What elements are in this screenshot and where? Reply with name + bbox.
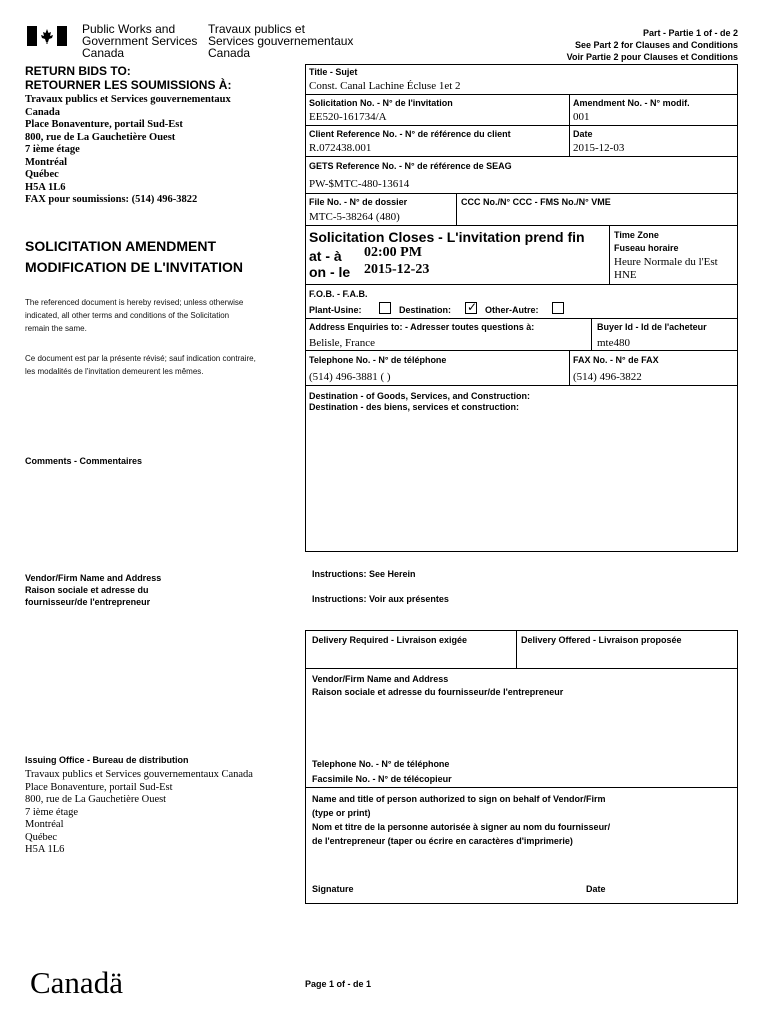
page-number: Page 1 of - de 1 bbox=[305, 979, 372, 989]
client-ref-value: R.072438.001 bbox=[309, 142, 372, 154]
instructions-fr: Instructions: Voir aux présentes bbox=[312, 594, 449, 604]
gets-ref-label: GETS Reference No. - N° de référence de SEAG bbox=[309, 161, 512, 171]
date-label: Date bbox=[573, 129, 593, 139]
issuing-office-label: Issuing Office - Bureau de distribution bbox=[25, 755, 189, 765]
buyer-id-label: Buyer Id - Id de l'acheteur bbox=[597, 322, 707, 332]
closes-at-value: 02:00 PM bbox=[364, 245, 422, 260]
issuing-office-address: Travaux publics et Services gouvernementaux Canada Place Bonaventure, portail Sud-Est 800, rue de La Gauchetière Ouest 7 ième étage Montréal Québec H5A 1L6 bbox=[25, 769, 253, 855]
plant-usine-checkbox[interactable] bbox=[379, 302, 391, 314]
canada-wordmark: Canadä bbox=[30, 965, 123, 1000]
delivery-required-label: Delivery Required - Livraison exigée bbox=[312, 635, 468, 645]
vendor-firm-label: Vendor/Firm Name and Address Raison sociale et adresse du fournisseur/de l'entrepreneur bbox=[25, 573, 162, 607]
vendor-fax-label: Facsimile No. - N° de télécopieur bbox=[312, 774, 452, 784]
canada-flag-icon bbox=[27, 26, 67, 46]
other-autre-label: Other-Autre: bbox=[485, 305, 539, 315]
fob-label: F.O.B. - F.A.B. bbox=[309, 289, 368, 299]
delivery-offered-label: Delivery Offered - Livraison proposée bbox=[521, 635, 682, 645]
authorized-person-label: Name and title of person authorized to sign on behalf of Vendor/Firm (type or print) Nom et titre de la personne autorisée à signer au nom du fournisseur/ de l'entrepreneur (taper ou écrire en caractères d'imprimerie) bbox=[312, 794, 611, 846]
client-ref-label: Client Reference No. - N° de référence du client bbox=[309, 129, 511, 139]
ccc-no-label: CCC No./N° CCC - FMS No./N° VME bbox=[461, 197, 611, 207]
amendment-paragraph-fr: Ce document est par la présente révisé; sauf indication contraire, les modalités de l'invitation demeurent les mêmes. bbox=[25, 354, 256, 376]
comments-label: Comments - Commentaires bbox=[25, 456, 143, 466]
return-bids-title-fr: RETOURNER LES SOUMISSIONS À: bbox=[25, 78, 232, 92]
fax-value: (514) 496-3822 bbox=[573, 371, 642, 383]
amendment-title: SOLICITATION AMENDMENT MODIFICATION DE L'INVITATION bbox=[25, 238, 243, 275]
solicitation-closes-title: Solicitation Closes - L'invitation prend fin bbox=[309, 229, 585, 245]
date-value: 2015-12-03 bbox=[573, 142, 625, 154]
file-no-label: File No. - N° de dossier bbox=[309, 197, 408, 207]
amendment-no-label: Amendment No. - N° modif. bbox=[573, 98, 690, 108]
address-enquiries-label: Address Enquiries to: - Adresser toutes questions à: bbox=[309, 322, 535, 332]
closes-on-label: on - le bbox=[309, 264, 351, 280]
destination-label: Destination: bbox=[399, 305, 452, 315]
dept-name-fr: Travaux publics et Services gouvernementaux Canada bbox=[208, 22, 354, 60]
checkmark-icon: ✓ bbox=[467, 300, 478, 314]
closes-on-value: 2015-12-23 bbox=[364, 262, 430, 277]
vendor-telephone-label: Telephone No. - N° de téléphone bbox=[312, 759, 450, 769]
gets-ref-value: PW-$MTC-480-13614 bbox=[309, 178, 410, 190]
file-no-value: MTC-5-38264 (480) bbox=[309, 211, 400, 223]
amendment-no-value: 001 bbox=[573, 111, 590, 123]
signature-label: Signature bbox=[312, 884, 354, 894]
signature-date-label: Date bbox=[586, 884, 606, 894]
title-label: Title - Sujet bbox=[309, 67, 358, 77]
solicitation-no-label: Solicitation No. - N° de l'invitation bbox=[309, 98, 453, 108]
buyer-id-value: mte480 bbox=[597, 337, 630, 349]
dept-name-en: Public Works and Government Services Canada bbox=[82, 22, 198, 60]
time-zone-label: Time Zone Fuseau horaire bbox=[614, 230, 679, 253]
telephone-label: Telephone No. - N° de téléphone bbox=[309, 355, 447, 365]
return-bids-address: Travaux publics et Services gouvernementaux Canada Place Bonaventure, portail Sud-Est 800, rue de La Gauchetière Ouest 7 ième étage Montréal Québec H5A 1L6 FAX pour soumissions: (514) 496-3822 bbox=[25, 94, 231, 205]
telephone-value: (514) 496-3881 ( ) bbox=[309, 371, 391, 383]
other-autre-checkbox[interactable] bbox=[552, 302, 564, 314]
destination-checkbox[interactable] bbox=[465, 302, 477, 314]
return-bids-title: RETURN BIDS TO: bbox=[25, 64, 131, 78]
vendor-name-address-label: Vendor/Firm Name and Address Raison sociale et adresse du fournisseur/de l'entrepreneur bbox=[312, 674, 564, 697]
destination-goods-label: Destination - of Goods, Services, and Construction: Destination - des biens, services et construction: bbox=[309, 391, 531, 412]
address-enquiries-value: Belisle, France bbox=[309, 337, 375, 349]
instructions-en: Instructions: See Herein bbox=[312, 569, 416, 579]
amendment-paragraph-en: The referenced document is hereby revised; unless otherwise indicated, all other terms and conditions of the Solicitation remain the same. bbox=[25, 298, 244, 333]
fax-label: FAX No. - N° de FAX bbox=[573, 355, 659, 365]
solicitation-no-value: EE520-161734/A bbox=[309, 111, 387, 123]
time-zone-value: Heure Normale du l'Est HNE bbox=[614, 256, 718, 281]
return-bids-block bbox=[25, 64, 231, 207]
plant-usine-label: Plant-Usine: bbox=[309, 305, 362, 315]
part-info: Part - Partie 1 of - de 2 See Part 2 for Clauses and Conditions Voir Partie 2 pour Clauses et Conditions bbox=[566, 28, 738, 62]
title-value: Const. Canal Lachine Écluse 1et 2 bbox=[309, 80, 461, 92]
closes-at-label: at - à bbox=[309, 248, 342, 264]
